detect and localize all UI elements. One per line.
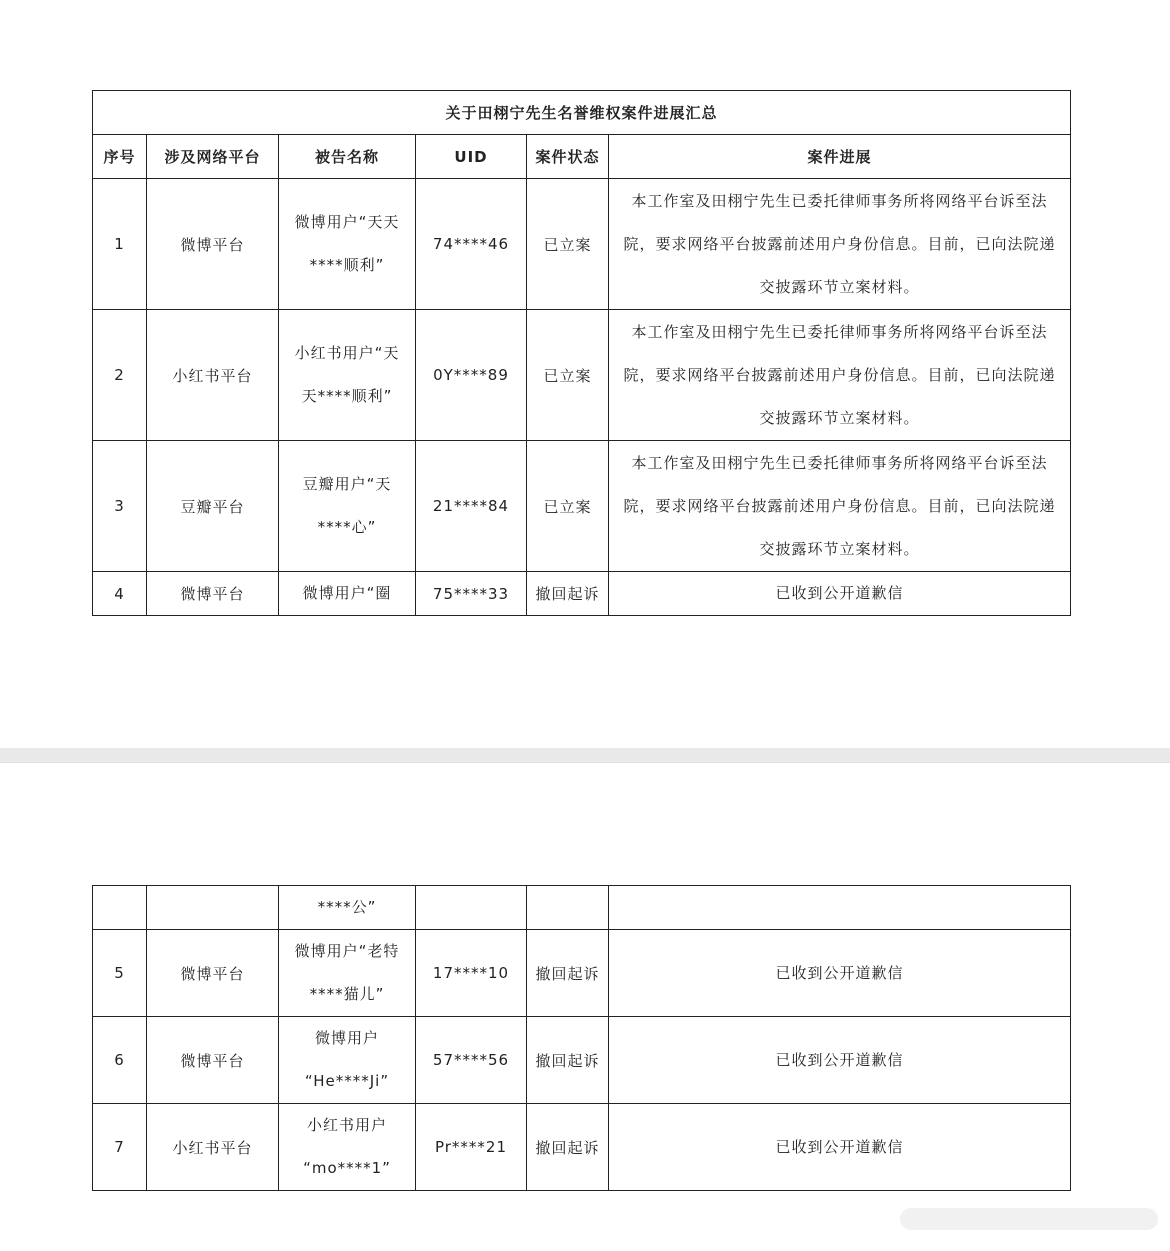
defendant-line: “mo****1”	[303, 1159, 391, 1177]
watermark	[900, 1208, 1158, 1230]
row-status: 已立案	[527, 310, 609, 441]
row-index: 2	[93, 310, 147, 441]
row-uid: 0Y****89	[416, 310, 527, 441]
row-uid: 74****46	[416, 179, 527, 310]
row-index: 4	[93, 572, 147, 616]
page-separator	[0, 748, 1170, 762]
row-uid	[416, 886, 527, 930]
defendant-line: 微博用户	[314, 1029, 379, 1047]
defendant-line: ****心”	[317, 518, 377, 536]
table-title: 关于田栩宁先生名誉维权案件进展汇总	[93, 91, 1071, 135]
row-progress: 已收到公开道歉信	[609, 930, 1071, 1017]
table-row	[93, 1104, 1071, 1191]
row-platform: 豆瓣平台	[147, 441, 279, 572]
row-uid: Pr****21	[416, 1104, 527, 1191]
defendant-line: 微博用户“天天	[294, 213, 400, 231]
header-row	[93, 135, 1071, 179]
header-defendant: 被告名称	[279, 135, 416, 179]
row-status	[527, 886, 609, 930]
table-row	[93, 441, 1071, 572]
row-progress	[609, 310, 1071, 441]
row-uid: 17****10	[416, 930, 527, 1017]
progress-line: 交披露环节立案材料。	[759, 408, 920, 427]
row-defendant	[279, 1104, 416, 1191]
row-platform: 小红书平台	[147, 1104, 279, 1191]
table-row	[93, 886, 1071, 930]
table-row	[93, 572, 1071, 616]
header-platform: 涉及网络平台	[147, 135, 279, 179]
progress-line: 院，要求网络平台披露前述用户身份信息。目前，已向法院递	[623, 496, 1056, 515]
defendant-line: ****猫儿”	[309, 985, 385, 1003]
case-summary-table-continued	[92, 885, 1071, 1191]
case-summary-table	[92, 90, 1071, 616]
progress-line: 交披露环节立案材料。	[759, 277, 920, 296]
row-progress	[609, 179, 1071, 310]
table-row	[93, 310, 1071, 441]
defendant-line: 天****顺利”	[301, 387, 393, 405]
row-defendant: 微博用户“圈	[279, 572, 416, 616]
row-defendant: ****公”	[279, 886, 416, 930]
header-progress: 案件进展	[609, 135, 1071, 179]
row-index	[93, 886, 147, 930]
defendant-line: “He****Ji”	[304, 1072, 390, 1090]
header-index: 序号	[93, 135, 147, 179]
row-defendant	[279, 179, 416, 310]
row-status: 撤回起诉	[527, 1017, 609, 1104]
defendant-line: 小红书用户“天	[294, 344, 400, 362]
row-index: 6	[93, 1017, 147, 1104]
row-progress	[609, 441, 1071, 572]
row-platform: 微博平台	[147, 930, 279, 1017]
row-uid: 75****33	[416, 572, 527, 616]
row-platform: 微博平台	[147, 572, 279, 616]
defendant-line: 小红书用户	[306, 1116, 387, 1134]
row-index: 1	[93, 179, 147, 310]
progress-line: 院，要求网络平台披露前述用户身份信息。目前，已向法院递	[623, 365, 1056, 384]
row-platform: 微博平台	[147, 1017, 279, 1104]
row-status: 撤回起诉	[527, 1104, 609, 1191]
header-uid: UID	[416, 135, 527, 179]
header-status: 案件状态	[527, 135, 609, 179]
table-row	[93, 1017, 1071, 1104]
progress-line: 院，要求网络平台披露前述用户身份信息。目前，已向法院递	[623, 234, 1056, 253]
progress-line: 交披露环节立案材料。	[759, 539, 920, 558]
row-status: 撤回起诉	[527, 572, 609, 616]
progress-line: 本工作室及田栩宁先生已委托律师事务所将网络平台诉至法	[631, 453, 1048, 472]
row-defendant	[279, 441, 416, 572]
row-progress: 已收到公开道歉信	[609, 572, 1071, 616]
row-platform: 小红书平台	[147, 310, 279, 441]
table-row	[93, 179, 1071, 310]
row-status: 撤回起诉	[527, 930, 609, 1017]
row-platform: 微博平台	[147, 179, 279, 310]
progress-line: 本工作室及田栩宁先生已委托律师事务所将网络平台诉至法	[631, 191, 1048, 210]
row-index: 3	[93, 441, 147, 572]
defendant-line: 豆瓣用户“天	[302, 475, 392, 493]
defendant-line: ****顺利”	[309, 256, 385, 274]
progress-line: 本工作室及田栩宁先生已委托律师事务所将网络平台诉至法	[631, 322, 1048, 341]
defendant-line: 微博用户“老特	[294, 942, 400, 960]
row-platform	[147, 886, 279, 930]
row-index: 7	[93, 1104, 147, 1191]
row-progress: 已收到公开道歉信	[609, 1104, 1071, 1191]
row-status: 已立案	[527, 179, 609, 310]
row-progress: 已收到公开道歉信	[609, 1017, 1071, 1104]
row-defendant	[279, 930, 416, 1017]
row-uid: 21****84	[416, 441, 527, 572]
table-row	[93, 930, 1071, 1017]
row-status: 已立案	[527, 441, 609, 572]
row-defendant	[279, 1017, 416, 1104]
row-index: 5	[93, 930, 147, 1017]
row-defendant	[279, 310, 416, 441]
row-progress	[609, 886, 1071, 930]
row-uid: 57****56	[416, 1017, 527, 1104]
